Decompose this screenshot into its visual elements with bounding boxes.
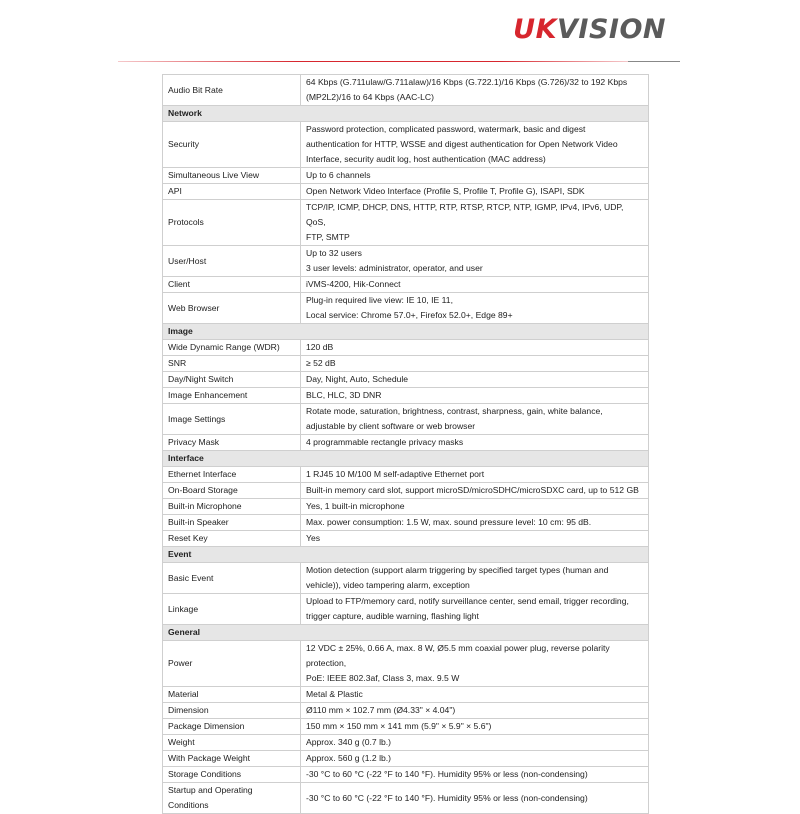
spec-value: Upload to FTP/memory card, notify surveillance center, send email, trigger recording, trigger capture, audible warning, flashing light — [301, 594, 649, 625]
spec-row — [163, 735, 649, 751]
spec-value: Approx. 560 g (1.2 lb.) — [301, 751, 649, 767]
spec-row — [163, 200, 649, 246]
spec-value: Plug-in required live view: IE 10, IE 11, Local service: Chrome 57.0+, Firefox 52.0+, Edge 89+ — [301, 293, 649, 324]
spec-label: On-Board Storage — [163, 483, 301, 499]
spec-label: Image Settings — [163, 404, 301, 435]
spec-row — [163, 168, 649, 184]
spec-label: Simultaneous Live View — [163, 168, 301, 184]
spec-row — [163, 703, 649, 719]
hikvision-logo — [513, 14, 666, 46]
spec-label: Built-in Speaker — [163, 515, 301, 531]
spec-row — [163, 340, 649, 356]
spec-label: Package Dimension — [163, 719, 301, 735]
spec-row — [163, 483, 649, 499]
spec-label: Web Browser — [163, 293, 301, 324]
spec-value: -30 °C to 60 °C (-22 °F to 140 °F). Humidity 95% or less (non-condensing) — [301, 767, 649, 783]
spec-label: Storage Conditions — [163, 767, 301, 783]
spec-value: Day, Night, Auto, Schedule — [301, 372, 649, 388]
spec-value: Password protection, complicated password, watermark, basic and digest authentication for HTTP, WSSE and digest authentication for Open Network Video Interface, security audit log, host authentication (MAC address) — [301, 122, 649, 168]
spec-row — [163, 246, 649, 277]
header-divider — [118, 61, 628, 62]
spec-value: 150 mm × 150 mm × 141 mm (5.9" × 5.9" × 5.6") — [301, 719, 649, 735]
spec-label: Built-in Microphone — [163, 499, 301, 515]
spec-label: Privacy Mask — [163, 435, 301, 451]
spec-row — [163, 783, 649, 814]
logo-vision-text: VISION — [557, 14, 666, 45]
spec-row — [163, 751, 649, 767]
spec-row — [163, 719, 649, 735]
spec-label: Reset Key — [163, 531, 301, 547]
logo-uk-text: UK — [513, 14, 558, 45]
spec-label: Basic Event — [163, 563, 301, 594]
spec-row — [163, 563, 649, 594]
section-title: Network — [163, 106, 649, 122]
spec-row — [163, 531, 649, 547]
spec-value: ≥ 52 dB — [301, 356, 649, 372]
spec-value: Open Network Video Interface (Profile S, Profile T, Profile G), ISAPI, SDK — [301, 184, 649, 200]
spec-label: Audio Bit Rate — [163, 75, 301, 106]
spec-value: Built-in memory card slot, support microSD/microSDHC/microSDXC card, up to 512 GB — [301, 483, 649, 499]
spec-row — [163, 594, 649, 625]
section-header-row — [163, 547, 649, 563]
section-header-row — [163, 625, 649, 641]
spec-row — [163, 356, 649, 372]
spec-row — [163, 515, 649, 531]
spec-value: Yes, 1 built-in microphone — [301, 499, 649, 515]
spec-value: 64 Kbps (G.711ulaw/G.711alaw)/16 Kbps (G.722.1)/16 Kbps (G.726)/32 to 192 Kbps (MP2L2)/16 to 64 Kbps (AAC-LC) — [301, 75, 649, 106]
spec-label: Linkage — [163, 594, 301, 625]
spec-row — [163, 467, 649, 483]
spec-value: Rotate mode, saturation, brightness, contrast, sharpness, gain, white balance, adjustable by client software or web browser — [301, 404, 649, 435]
spec-row — [163, 372, 649, 388]
spec-row — [163, 767, 649, 783]
spec-label: Material — [163, 687, 301, 703]
header-divider-end — [628, 61, 680, 62]
section-header-row — [163, 451, 649, 467]
spec-row — [163, 404, 649, 435]
spec-value: Up to 32 users 3 user levels: administrator, operator, and user — [301, 246, 649, 277]
spec-row — [163, 75, 649, 106]
spec-value: Yes — [301, 531, 649, 547]
spec-label: Wide Dynamic Range (WDR) — [163, 340, 301, 356]
spec-row — [163, 388, 649, 404]
section-title: Image — [163, 324, 649, 340]
spec-value: TCP/IP, ICMP, DHCP, DNS, HTTP, RTP, RTSP, RTCP, NTP, IGMP, IPv4, IPv6, UDP, QoS, FTP, SMTP — [301, 200, 649, 246]
section-title: Interface — [163, 451, 649, 467]
spec-label: With Package Weight — [163, 751, 301, 767]
spec-value: 120 dB — [301, 340, 649, 356]
spec-label: Dimension — [163, 703, 301, 719]
specification-table — [162, 74, 649, 814]
spec-row — [163, 641, 649, 687]
spec-row — [163, 122, 649, 168]
spec-value: BLC, HLC, 3D DNR — [301, 388, 649, 404]
spec-row — [163, 184, 649, 200]
spec-value: 1 RJ45 10 M/100 M self-adaptive Ethernet port — [301, 467, 649, 483]
spec-row — [163, 687, 649, 703]
spec-label: Ethernet Interface — [163, 467, 301, 483]
section-title: General — [163, 625, 649, 641]
spec-value: 4 programmable rectangle privacy masks — [301, 435, 649, 451]
spec-label: Weight — [163, 735, 301, 751]
spec-value: Motion detection (support alarm triggering by specified target types (human and vehicle)), video tampering alarm, exception — [301, 563, 649, 594]
spec-value: -30 °C to 60 °C (-22 °F to 140 °F). Humidity 95% or less (non-condensing) — [301, 783, 649, 814]
spec-value: Ø110 mm × 102.7 mm (Ø4.33" × 4.04") — [301, 703, 649, 719]
spec-value: Metal & Plastic — [301, 687, 649, 703]
spec-label: Security — [163, 122, 301, 168]
spec-value: Approx. 340 g (0.7 lb.) — [301, 735, 649, 751]
section-header-row — [163, 106, 649, 122]
spec-label: User/Host — [163, 246, 301, 277]
spec-value: 12 VDC ± 25%, 0.66 A, max. 8 W, Ø5.5 mm coaxial power plug, reverse polarity protection, PoE: IEEE 802.3af, Class 3, max. 9.5 W — [301, 641, 649, 687]
spec-label: Startup and Operating Conditions — [163, 783, 301, 814]
section-header-row — [163, 324, 649, 340]
section-title: Event — [163, 547, 649, 563]
spec-value: Up to 6 channels — [301, 168, 649, 184]
spec-label: Power — [163, 641, 301, 687]
spec-row — [163, 293, 649, 324]
spec-label: Day/Night Switch — [163, 372, 301, 388]
spec-label: SNR — [163, 356, 301, 372]
spec-row — [163, 277, 649, 293]
specification-table-body — [163, 75, 649, 814]
spec-label: Protocols — [163, 200, 301, 246]
spec-value: iVMS-4200, Hik-Connect — [301, 277, 649, 293]
spec-label: Image Enhancement — [163, 388, 301, 404]
spec-label: API — [163, 184, 301, 200]
spec-row — [163, 435, 649, 451]
spec-row — [163, 499, 649, 515]
spec-label: Client — [163, 277, 301, 293]
spec-value: Max. power consumption: 1.5 W, max. sound pressure level: 10 cm: 95 dB. — [301, 515, 649, 531]
